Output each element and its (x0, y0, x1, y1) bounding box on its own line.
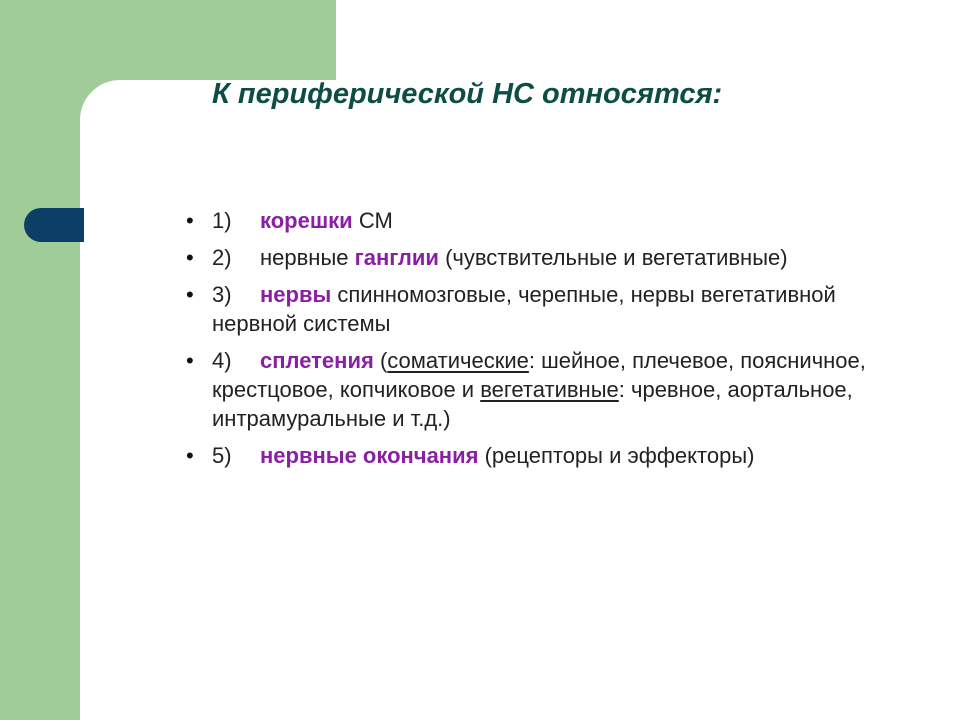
list-item: • 5) нервные окончания (рецепторы и эффекторы) (186, 441, 886, 470)
highlight-term: нервные окончания (260, 443, 479, 468)
list-item: • 2) нервные ганглии (чувствительные и вегетативные) (186, 243, 886, 272)
list-item: • 4) сплетения (соматические: шейное, плечевое, поясничное, крестцовое, копчиковое и вегетативные: чревное, аортальное, интрамуральные и т.д.) (186, 346, 886, 433)
slide-title: К периферической НС относятся: (212, 78, 723, 110)
highlight-term: сплетения (260, 348, 374, 373)
underlined-term: соматические (387, 348, 529, 373)
highlight-term: нервы (260, 282, 332, 307)
underlined-term: вегетативные (480, 377, 619, 402)
navy-tab-decoration (24, 208, 84, 242)
bullet-list (186, 206, 886, 478)
highlight-term: ганглии (354, 245, 439, 270)
list-item: • 1) корешки СМ (186, 206, 886, 235)
list-item: • 3) нервы спинномозговые, черепные, нервы вегетативной нервной системы (186, 280, 886, 338)
highlight-term: корешки (260, 208, 353, 233)
